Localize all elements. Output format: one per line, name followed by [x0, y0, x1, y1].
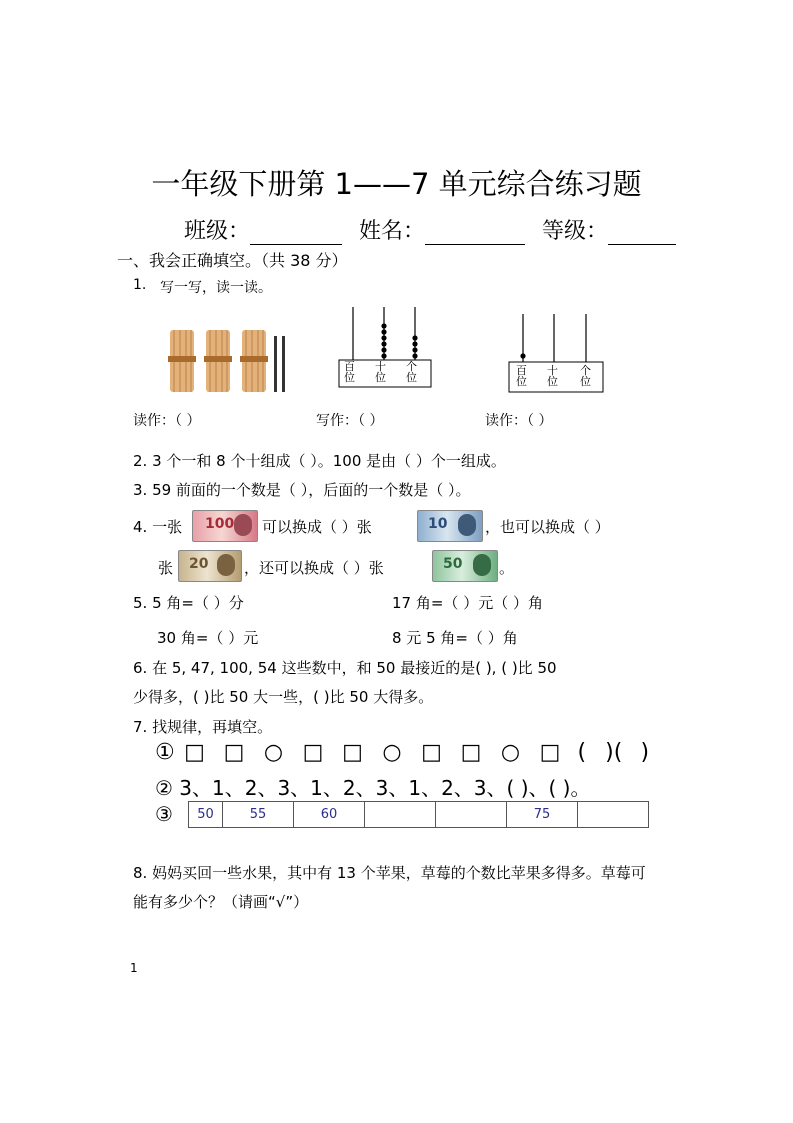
name-field[interactable]	[425, 222, 525, 245]
q3-text: 3. 59 前面的一个数是（ ），后面的一个数是（ ）。	[133, 481, 471, 499]
q5-d: 8 元 5 角=（ ）角	[392, 629, 518, 647]
q1-text: 写一写，读一读。	[160, 280, 272, 296]
section-heading: 一、我会正确填空。（共 38 分）	[117, 251, 348, 270]
grade-label: 等级：	[542, 219, 609, 244]
student-info-row	[184, 214, 676, 245]
q4-text-b2: ，还可以换成（ ）张	[244, 559, 384, 577]
q4-text-b3: 。	[499, 559, 515, 577]
q8-line-2: 能有多少个？（请画“√”）	[133, 893, 309, 911]
q5-b: 17 角=（ ）元（ ）角	[392, 594, 543, 612]
table-cell: 50	[189, 802, 223, 828]
bill-50-yuan: 50	[432, 550, 498, 582]
table-cell[interactable]	[578, 802, 649, 828]
bill-100-yuan: 100	[192, 510, 258, 542]
q1-read-1: 读作：（ ）	[133, 413, 201, 429]
portrait-icon	[217, 554, 235, 576]
name-label: 姓名：	[359, 219, 426, 244]
row-1-marker: ①	[155, 740, 175, 765]
page-title: 一年级下册第 1——7 单元综合练习题	[151, 167, 642, 201]
pattern-row-2: ② 3、1、2、3、1、2、3、1、2、3、( )、( )。	[155, 776, 591, 800]
q5-c: 30 角=（ ）元	[157, 629, 259, 647]
row-3-marker: ③	[155, 802, 173, 826]
q2-text: 2. 3 个一和 8 个十组成（ ）。100 是由（ ）个一组成。	[133, 452, 506, 470]
q1-number: 1.	[133, 277, 147, 293]
table-cell[interactable]	[436, 802, 507, 828]
table-cell: 55	[223, 802, 294, 828]
stick-bundle	[168, 330, 196, 392]
portrait-icon	[234, 514, 252, 536]
stick-bundle	[240, 330, 268, 392]
single-stick	[282, 336, 285, 392]
q7-text: 7. 找规律，再填空。	[133, 718, 273, 736]
bill-10-yuan: 10	[417, 510, 483, 542]
grade-field[interactable]	[608, 222, 676, 245]
stick-bundle	[204, 330, 232, 392]
portrait-icon	[458, 514, 476, 536]
table-cell: 75	[507, 802, 578, 828]
q8-line-1: 8. 妈妈买回一些水果，其中有 13 个苹果，草莓的个数比苹果多得多。草莓可	[133, 864, 646, 882]
q4-text-a3: ，也可以换成（ ）	[485, 518, 610, 536]
number-pattern-table	[188, 801, 649, 828]
q6-line-2: 少得多，( )比 50 大一些，( )比 50 大得多。	[133, 688, 434, 706]
q1-read-2: 读作：（ ）	[485, 413, 553, 429]
bill-20-yuan: 20	[178, 550, 242, 582]
table-cell[interactable]	[365, 802, 436, 828]
table-cell: 60	[294, 802, 365, 828]
q4-text-a2: 可以换成（ ）张	[262, 518, 372, 536]
q1-write: 写作：（ ）	[316, 413, 384, 429]
pattern-row-1: ① □ □ ○ □ □ ○ □ □ ○ □ ( )( )	[155, 740, 650, 765]
counting-sticks-image	[164, 322, 294, 394]
class-label: 班级：	[184, 219, 251, 244]
portrait-icon	[473, 554, 491, 576]
single-stick	[274, 336, 277, 392]
q4-text-a1: 4. 一张	[133, 518, 183, 536]
q4-text-b1: 张	[158, 559, 174, 577]
class-field[interactable]	[250, 222, 342, 245]
q6-line-1: 6. 在 5, 47, 100, 54 这些数中，和 50 最接近的是( ), ( )比 50	[133, 659, 557, 677]
page-number: 1	[130, 961, 138, 975]
q5-a: 5. 5 角=（ ）分	[133, 594, 244, 612]
